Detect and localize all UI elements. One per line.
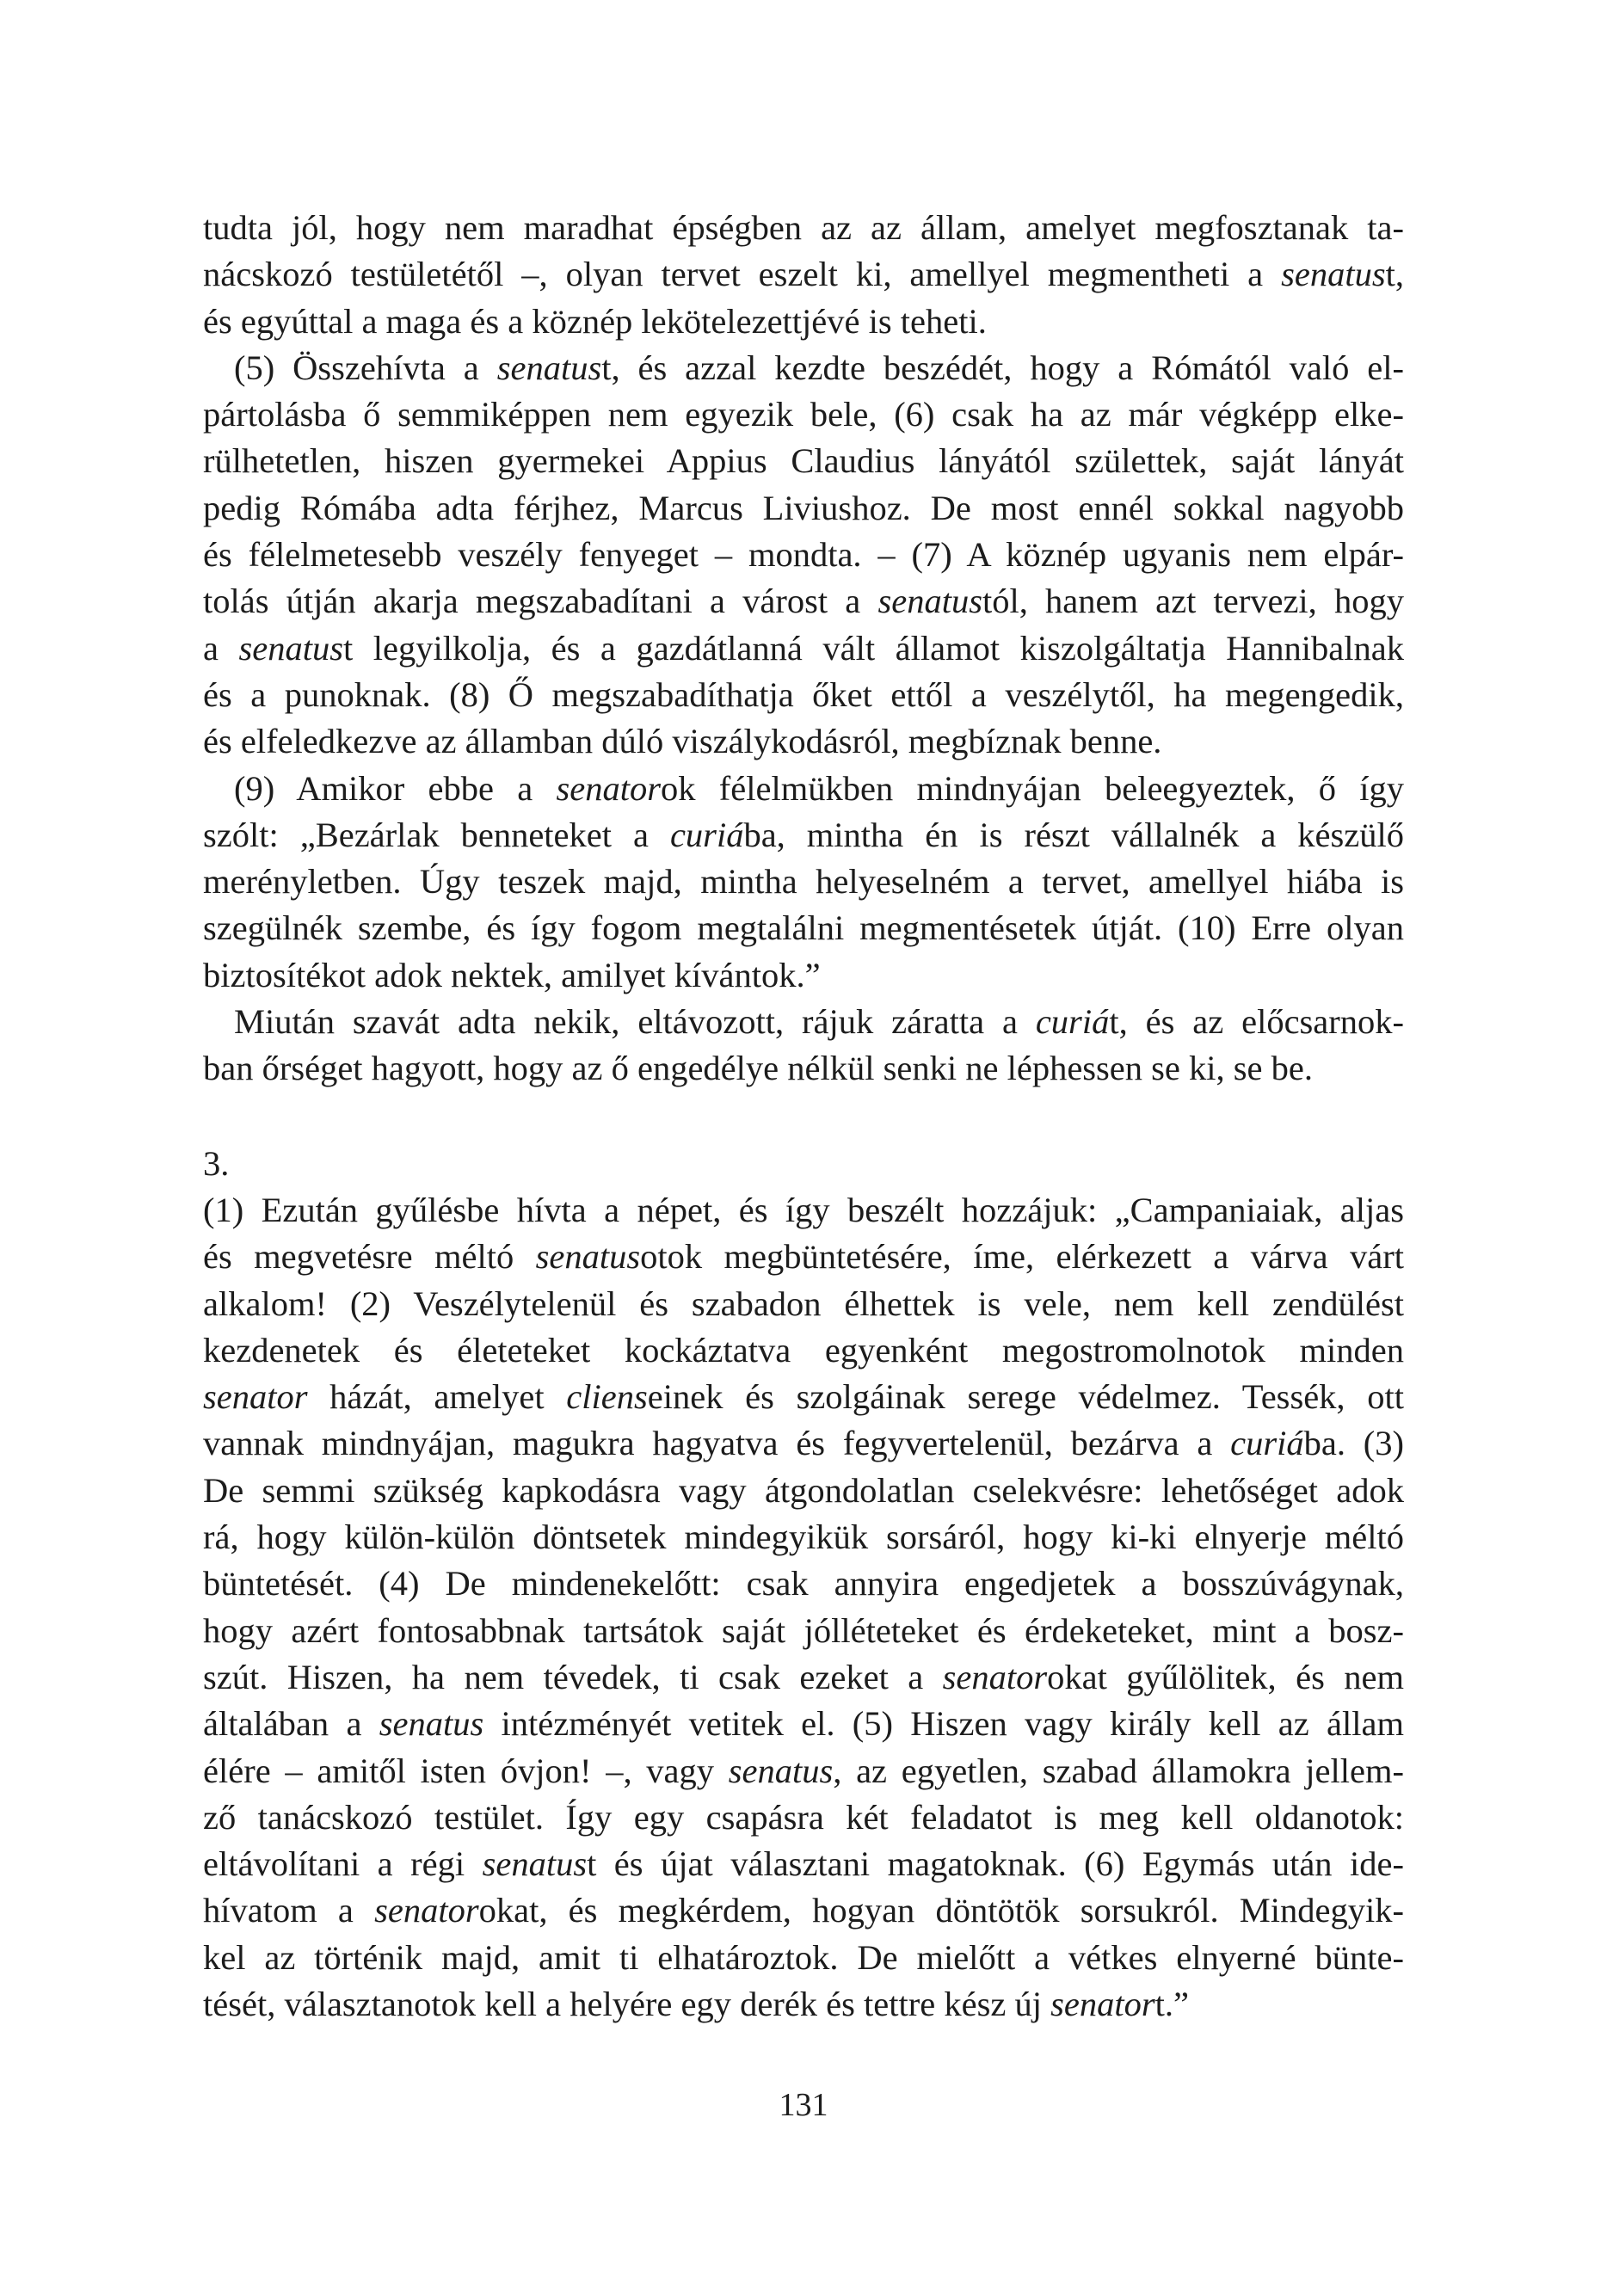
- text-line: [203, 1420, 1404, 1467]
- text-segment: tését, választanotok kell a helyére egy derék és tettre kész új: [203, 1984, 1051, 2023]
- italic-term: senator: [1050, 1984, 1155, 2023]
- text-line: [203, 1234, 1404, 1280]
- text-line: [203, 438, 1404, 484]
- italic-term: senatus: [1281, 255, 1386, 294]
- text-line: [203, 766, 1404, 812]
- italic-term: curiá: [669, 815, 744, 854]
- text-segment: és egyúttal a maga és a köznép lekötelezettjévé is teheti.: [203, 301, 987, 341]
- text-segment: t és újat választani magatoknak. (6) Egymás után ide-: [587, 1844, 1404, 1884]
- text-line: [203, 1748, 1404, 1794]
- text-segment: szút. Hiszen, ha nem tévedek, ti csak ezeket a: [203, 1657, 943, 1696]
- text-segment: és a punoknak. (8) Ő megszabadíthatja őket ettől a veszélytől, ha megengedik,: [203, 674, 1404, 714]
- text-line: [203, 1794, 1404, 1841]
- text-line: [203, 1935, 1404, 1981]
- text-line: [203, 952, 1404, 999]
- text-segment: biztosítékot adok nektek, amilyet kívántok.”: [203, 955, 821, 994]
- paragraph: [203, 205, 1404, 345]
- text-segment: pedig Rómába adta férjhez, Marcus Liviushoz. De most ennél sokkal nagyobb: [203, 488, 1404, 527]
- text-line: [203, 1468, 1404, 1514]
- text-segment: tól, hanem azt tervezi, hogy: [982, 582, 1404, 621]
- text-segment: t, és az előcsarnok-: [1109, 1002, 1405, 1042]
- text-segment: élére – amitől isten óvjon! –, vagy: [203, 1751, 729, 1790]
- text-line: [203, 1327, 1404, 1374]
- text-segment: eltávolítani a régi: [203, 1844, 483, 1884]
- italic-term: senator: [203, 1377, 308, 1417]
- text-line: [203, 1841, 1404, 1887]
- text-line: [203, 812, 1404, 859]
- text-segment: vannak mindnyájan, magukra hagyatva és fegyvertelenül, bezárva a: [203, 1424, 1231, 1463]
- text-segment: otok megbüntetésére, íme, elérkezett a várva várt: [640, 1237, 1404, 1277]
- italic-term: senatus: [728, 1751, 834, 1790]
- italic-term: senator: [374, 1891, 479, 1930]
- text-segment: (9) Amikor ebbe a: [234, 768, 557, 808]
- text-segment: t.”: [1154, 1984, 1189, 2023]
- page-body: [203, 205, 1404, 2028]
- text-line: [203, 251, 1404, 298]
- text-segment: nácskozó testületétől –, olyan tervet eszelt ki, amellyel megmentheti a: [203, 255, 1282, 294]
- text-line: [203, 299, 1404, 345]
- text-line: [203, 1374, 1404, 1420]
- text-segment: merényletben. Úgy teszek majd, mintha helyeselném a tervet, amellyel hiába is: [203, 862, 1404, 902]
- text-segment: kezdenetek és életeteket kockáztatva egyenként megostromolnotok minden: [203, 1330, 1404, 1370]
- text-line: [203, 718, 1404, 765]
- text-segment: einek és szolgáinak serege védelmez. Tessék, ott: [647, 1377, 1404, 1417]
- italic-term: senatus: [496, 348, 602, 387]
- text-segment: t legyilkolja, és a gazdátlanná vált államot kiszolgáltatja Hannibalnak: [343, 628, 1404, 668]
- text-line: [203, 391, 1404, 438]
- text-segment: a: [203, 628, 239, 668]
- text-segment: ba. (3): [1303, 1424, 1404, 1463]
- text-segment: szólt: „Bezárlak benneteket a: [203, 815, 670, 854]
- text-line: [203, 1560, 1404, 1607]
- text-line: [203, 345, 1404, 391]
- italic-term: curiá: [1035, 1002, 1110, 1042]
- text-line: [203, 1701, 1404, 1747]
- italic-term: curiá: [1230, 1424, 1304, 1463]
- text-segment: , az egyetlen, szabad államokra jellem-: [833, 1751, 1404, 1790]
- text-line: [203, 1514, 1404, 1560]
- text-segment: tolás útján akarja megszabadítani a várost a: [203, 582, 878, 621]
- text-segment: szegülnék szembe, és így fogom megtalálni megmentésetek útját. (10) Erre olyan: [203, 908, 1404, 948]
- text-segment: 3.: [203, 1143, 230, 1183]
- text-segment: büntetését. (4) De mindenekelőtt: csak annyira engedjetek a bosszúvágynak,: [203, 1564, 1404, 1604]
- italic-term: senatus: [877, 582, 982, 621]
- text-segment: Miután szavát adta nekik, eltávozott, rájuk záratta a: [234, 1002, 1036, 1042]
- text-line: [203, 1981, 1404, 2028]
- italic-term: senatus: [238, 628, 344, 668]
- text-segment: házát, amelyet: [307, 1377, 567, 1417]
- text-line: [203, 1141, 1404, 1187]
- paragraph: [203, 766, 1404, 999]
- text-line: [203, 205, 1404, 251]
- italic-term: senator: [556, 768, 662, 808]
- text-segment: alkalom! (2) Veszélytelenül és szabadon élhettek is vele, nem kell zendülést: [203, 1283, 1404, 1323]
- italic-term: senator: [942, 1657, 1048, 1696]
- text-segment: és megvetésre méltó: [203, 1237, 536, 1277]
- text-segment: okat gyűlölitek, és nem: [1047, 1657, 1404, 1696]
- text-line: [203, 1281, 1404, 1327]
- text-segment: ok félelmükben mindnyájan beleegyeztek, ő így: [661, 768, 1405, 808]
- text-segment: ban őrséget hagyott, hogy az ő engedélye nélkül senki ne léphessen se ki, se be.: [203, 1049, 1313, 1088]
- page-number: 131: [779, 2087, 828, 2123]
- text-line: [203, 905, 1404, 951]
- italic-term: senatus: [379, 1704, 484, 1744]
- text-line: [203, 1608, 1404, 1654]
- text-line: [203, 1887, 1404, 1934]
- text-line: [203, 672, 1404, 718]
- text-segment: (5) Összehívta a: [234, 348, 497, 387]
- text-segment: intézményét vetitek el. (5) Hiszen vagy király kell az állam: [483, 1704, 1404, 1744]
- text-segment: pártolásba ő semmiképpen nem egyezik bele, (6) csak ha az már végképp elke-: [203, 395, 1404, 434]
- text-segment: (1) Ezután gyűlésbe hívta a népet, és így beszélt hozzájuk: „Campaniaiak, aljas: [203, 1190, 1404, 1229]
- text-line: [203, 485, 1404, 532]
- text-segment: rá, hogy külön-külön döntsetek mindegyikük sorsáról, hogy ki-ki elnyerje méltó: [203, 1517, 1404, 1557]
- paragraph: [203, 999, 1404, 1093]
- italic-term: cliens: [566, 1377, 648, 1417]
- italic-term: senatus: [482, 1844, 588, 1884]
- text-segment: hogy azért fontosabbnak tartsátok saját jólléteteket és érdeketeket, mint a bosz-: [203, 1610, 1404, 1650]
- text-segment: kel az történik majd, amit ti elhatároztok. De mielőtt a vétkes elnyerné bünte-: [203, 1937, 1404, 1977]
- paragraph: [203, 1187, 1404, 2028]
- text-line: [203, 578, 1404, 625]
- text-segment: ba, mintha én is részt vállalnék a készülő: [743, 815, 1404, 854]
- text-segment: rülhetetlen, hiszen gyermekei Appius Claudius lányától születtek, saját lányát: [203, 441, 1404, 481]
- text-segment: t,: [1385, 255, 1404, 294]
- italic-term: senatus: [535, 1237, 641, 1277]
- text-line: [203, 999, 1404, 1045]
- text-segment: ző tanácskozó testület. Így egy csapásra két feladatot is meg kell oldanotok:: [203, 1797, 1404, 1837]
- text-segment: okat, és megkérdem, hogyan döntötök sorsukról. Mindegyik-: [478, 1891, 1404, 1930]
- paragraph: [203, 345, 1404, 766]
- text-line: [203, 625, 1404, 672]
- text-segment: De semmi szükség kapkodásra vagy átgondolatlan cselekvésre: lehetőséget adok: [203, 1470, 1404, 1510]
- text-segment: tudta jól, hogy nem maradhat épségben az az állam, amelyet megfosztanak ta-: [203, 208, 1404, 247]
- text-line: [203, 532, 1404, 578]
- text-line: [203, 859, 1404, 905]
- text-segment: t, és azzal kezdte beszédét, hogy a Rómától való el-: [601, 348, 1404, 387]
- text-line: [203, 1045, 1404, 1092]
- section-heading: [203, 1141, 1404, 1187]
- text-segment: hívatom a: [203, 1891, 375, 1930]
- text-line: [203, 1187, 1404, 1234]
- section-gap: [203, 1093, 1404, 1141]
- text-line: [203, 1654, 1404, 1701]
- text-segment: és félelmetesebb veszély fenyeget – mondta. – (7) A köznép ugyanis nem elpár-: [203, 535, 1404, 575]
- text-segment: általában a: [203, 1704, 379, 1744]
- text-segment: és elfeledkezve az államban dúló viszálykodásról, megbíznak benne.: [203, 722, 1162, 761]
